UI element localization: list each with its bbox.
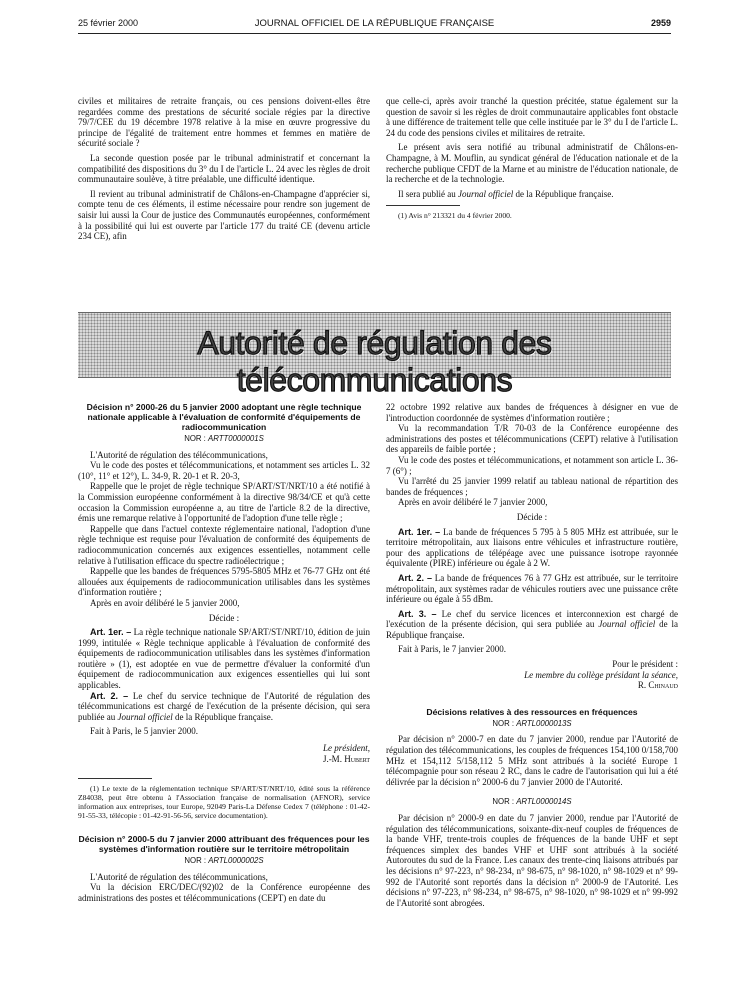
paragraph: 22 octobre 1992 relative aux bandes de fréquences à désigner en vue de l'introduction coordonnée de systèmes d'information routière ; [386, 402, 678, 423]
signature-for: Pour le président : [612, 659, 678, 670]
article: Art. 1er. – La règle technique nationale SP/ART/ST/NRT/10, édition de juin 1999, intitulée « Règle technique applicable à l'évaluation de conformité des équipements de radiocommunication utilisables dans les systèmes d'information routière » (1), est adoptée en vue de permettre d'évaluer la conformité d'un équipement de radiocommunication aux exigences essentielles qui lui sont applicables. [78, 627, 370, 691]
footnote-rule [78, 778, 152, 779]
done-at: Fait à Paris, le 7 janvier 2000. [398, 644, 506, 655]
paragraph: Par décision n° 2000-9 en date du 7 janvier 2000, rendue par l'Autorité de régulation des télécommunications, soixante-dix-neuf couples de fréquences de la bande VHF, trente-trois couples de fréquences de la bande UHF et sept fréquences simplex des bandes VHF et UHF sont attribués à la société Autoroutes du sud de la France. Les canaux des trente-cinq liaisons attribués par les décisions n° 97-223, n° 98-234, n° 98-675, n° 98-1020, n° 98-1029 et n° 99-992 de l'Autorité sont reportés dans la décision n° 2000-9 de l'Autorité. Les décisions n° 97-223, n° 98-234, n° 98-675, n° 98-1020, n° 98-1029 et n° 99-992 de l'Autorité sont abrogées. [386, 813, 678, 908]
footnote: (1) Le texte de la réglementation technique SP/ART/ST/NRT/10, édité sous la référence Z84038, peut être obtenu à l'Association française de normalisation (AFNOR), service information aux entreprises, tour Europe, 92049 Paris-La Défense Cedex 7 (téléphone : 01-42-91-55-33, télécopie : 01-42-91-56-56, service documentation). [78, 784, 370, 821]
paragraph: L'Autorité de régulation des télécommunications, [90, 871, 268, 882]
signature-role: Le membre du collège présidant la séance, [524, 669, 678, 680]
decisions-heading: Décisions relatives à des ressources en fréquences [426, 706, 638, 717]
header-date: 25 février 2000 [78, 18, 139, 28]
top-right-column [386, 96, 678, 220]
done-at: Fait à Paris, le 5 janvier 2000. [90, 726, 198, 737]
top-left-column [78, 96, 370, 242]
lower-right-column [386, 402, 678, 908]
footnote-rule [386, 205, 460, 206]
article: Art. 2. – Le chef du service technique de l'Autorité de régulation des télécommunications est chargé de l'exécution de la présente décision, qui sera publiée au Journal officiel de la République française. [78, 690, 370, 722]
decision-title: Décision n° 2000-26 du 5 janvier 2000 adoptant une règle technique nationale applicable à l'évaluation de conformité d'équipements de radiocommunication [86, 402, 362, 432]
signature [78, 743, 370, 764]
section-banner [78, 312, 671, 398]
paragraph: civiles et militaires de retraite français, ou ces pensions doivent-elles être regardées comme des prestations de sécurité sociale régies par la directive 79/7/CEE du 19 décembre 1978 relative à la mise en œuvre progressive du principe de l'égalité de traitement entre hommes et femmes en matière de sécurité sociale ? [78, 96, 370, 149]
page-number: 2959 [650, 18, 671, 28]
signature-name: R. Chinaud [637, 680, 678, 691]
nor-reference: NOR : ARTL0000014S [492, 797, 572, 807]
paragraph: Rappelle que le projet de règle technique SP/ART/ST/NRT/10 a été notifié à la Commission européenne conformément à la directive 98/34/CE et qu'à cette occasion la Commission européenne a, au titre de l'article 8.2 de la directive, émis une remarque relative à l'opportunité de l'adoption d'une telle règle ; [78, 481, 370, 524]
publication-note: Il sera publié au Journal officiel de la République française. [398, 188, 614, 199]
paragraph: La seconde question posée par le tribunal administratif et concernant la compatibilité des dispositions du 3° du I de l'article L. 24 avec les règles de droit communautaire soulève, à titre préalable, une difficulté identique. [78, 152, 370, 185]
header-rule [78, 33, 671, 34]
nor-reference: NOR : ARTT0000001S [184, 434, 264, 443]
paragraph: Rappelle que les bandes de fréquences 5795-5805 MHz et 76-77 GHz ont été allouées aux équipements de radiocommunication utilisables dans les systèmes d'information routière ; [78, 566, 370, 598]
section-banner-title: Autorité de régulation des télécommunications [197, 325, 552, 398]
article: Art. 3. – Le chef du service licences et interconnexion est chargé de l'exécution de la présente décision, qui sera publiée au Journal officiel de la République française. [386, 608, 679, 640]
signature-role: Le président, [323, 743, 370, 754]
decide-heading: Décide : [208, 612, 240, 623]
decide-heading: Décide : [516, 511, 548, 522]
paragraph: Vu le code des postes et télécommunications, et notamment ses articles L. 32 (10°, 11° et 12°), L. 34-9, R. 20-1 et R. 20-3, [78, 460, 370, 481]
article: Art. 1er. – La bande de fréquences 5 795 à 5 805 MHz est attribuée, sur le territoire métropolitain, aux liaisons entre véhicules et infrastructure routière, pour des applications de télépéage avec une puissance isotrope rayonnée équivalente (PIRE) inférieure ou égale à 2 W. [386, 526, 678, 569]
paragraph: Vu la recommandation T/R 70-03 de la Conférence européenne des administrations des postes et télécommunications (CEPT) relative à l'utilisation des appareils de faible portée ; [386, 423, 678, 455]
signature-name: J.-M. Hubert [322, 753, 370, 764]
paragraph: Vu la décision ERC/DEC/(92)02 de la Conférence européenne des administrations des postes et télécommunications (CEPT) en date du [78, 882, 370, 903]
paragraph: L'Autorité de régulation des télécommunications, [90, 449, 268, 460]
decision-title: Décision n° 2000-5 du 7 janvier 2000 attribuant des fréquences pour les systèmes d'information routière sur le territoire métropolitain [78, 834, 370, 855]
paragraph: Vu l'arrêté du 25 janvier 1999 relatif au tableau national de répartition des bandes de fréquences ; [386, 476, 678, 497]
paragraph: Après en avoir délibéré le 7 janvier 2000, [398, 497, 548, 508]
lower-left-column [78, 402, 370, 904]
paragraph: que celle-ci, après avoir tranché la question précitée, statue également sur la question de savoir si les règles de droit communautaire applicables font obstacle à une différence de traitement telle que celle instituée par le 3° du I de l'article L. 24 du code des pensions civiles et militaires de retraite. [386, 96, 678, 138]
paragraph: Vu le code des postes et télécommunications, et notamment son article L. 36-7 (6°) ; [386, 454, 678, 476]
paragraph: Le présent avis sera notifié au tribunal administratif de Châlons-en-Champagne, à M. Mouflin, au syndicat général de l'éducation nationale et de la recherche publique CFDT de la Marne et au ministre de l'éducation nationale, de la recherche et de la technologie. [386, 142, 678, 185]
paragraph: Par décision n° 2000-7 en date du 7 janvier 2000, rendue par l'Autorité de régulation des télécommunications, les couples de fréquences 154,100 0/158,700 MHz et 154,112 5/158,112 5 MHz sont attribués à la société Europe 1 télécompagnie pour son réseau 2 RC, dans le cadre de l'autorisation qui lui a été délivrée par la décision n° 2000-6 du 7 janvier 2000 de l'Autorité. [386, 734, 678, 787]
paragraph: Rappelle que dans l'actuel contexte réglementaire national, l'adoption d'une règle technique est requise pour l'évaluation de conformité des équipements de radiocommunication concernés aux exigences essentielles, notamment celle relative à l'utilisation efficace du spectre radioélectrique ; [78, 523, 370, 566]
journal-title: JOURNAL OFFICIEL DE LA RÉPUBLIQUE FRANÇAISE [254, 18, 495, 29]
running-header [78, 18, 671, 32]
signature [386, 659, 678, 691]
paragraph: Après en avoir délibéré le 5 janvier 2000, [90, 597, 240, 608]
nor-reference: NOR : ARTL0000013S [492, 718, 572, 728]
footnote: (1) Avis n° 213321 du 4 février 2000. [398, 211, 512, 221]
nor-reference: NOR : ARTL0000002S [184, 856, 264, 866]
article: Art. 2. – La bande de fréquences 76 à 77 GHz est attribuée, sur le territoire métropolitain, aux systèmes radar de véhicules routiers avec une puissance crête inférieure ou égale à 55 dBm. [386, 572, 678, 605]
paragraph: Il revient au tribunal administratif de Châlons-en-Champagne d'apprécier si, compte tenu de ces éléments, il estime nécessaire pour rendre son jugement de saisir lui aussi la Cour de justice des Communautés européennes, conformément à la possibilité qui lui est ouverte par l'article 177 du traité CE (devenu article 234 CE), afin [78, 188, 370, 242]
